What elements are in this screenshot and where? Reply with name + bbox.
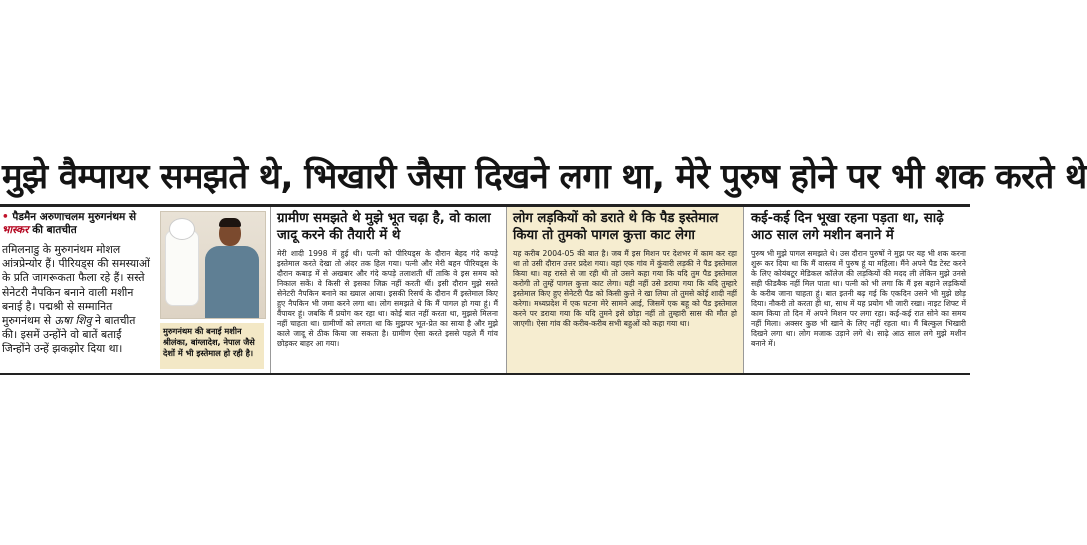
article-column-3 — [745, 207, 970, 373]
person-hair — [219, 218, 241, 227]
article-column-1 — [270, 207, 504, 373]
lead-text-before: तमिलनाडु के मुरुगनंथम मोशल आंत्रप्रेन्योर हैं। पीरियड्स की समस्याओं के प्रति जागरूकता फैला रहे हैं। सस्ते सेनेटरी नैपकिन बनाने वाली मशीन बनाई है। पद्मश्री से सम्मानित मुरुगनंथम से — [2, 243, 150, 328]
lead-text-after: ने बातचीत की। इसमें उन्होंने वो बातें बताईं जिन्होंने उन्हें झकझोर दिया था। — [2, 314, 136, 356]
cotton-roll-image — [169, 218, 195, 240]
column-3-body: पुरुष भी मुझे पागल समझते थे। उस दौरान पुरुषों ने मुझ पर यह भी शक करना शुरू कर दिया था कि मैं वास्तव में पुरुष हूं या महिला। मैंने अपने पैड टेस्ट करने के लिए कोयंबटूर मेडिकल कॉलेज की लड़कियों की मदद ली लेकिन मुझे उनसे सही फीडबैक नहीं मिल पाता था। पत्नी को भी लगा कि मैं इस बहाने लड़कियों के करीब जाना चाहता हूं। बात इतनी बढ़ गई कि एकदिन उसने भी मुझे छोड़ दिया। नौकरी तो करता ही था, साथ में यह प्रयोग भी जारी रखा। नाइट शिफ्ट में काम किया तो दिन में अपने मिशन पर लगा रहा। कई-कई रात सोने का समय नहीं मिला। अक्सर कुछ भी खाने के लिए नहीं रहता था। मैं बिल्कुल भिखारी दिखने लगा था। लोग मजाक उड़ाने लगे थे। साढ़े आठ साल लगे मुझे मशीन बनाने में। — [751, 249, 966, 348]
article-column-2 — [506, 207, 744, 373]
byline-subject: पैडमैन अरुणाचलम मुरुगनंथम — [12, 211, 126, 223]
byline-bullet: • — [2, 211, 9, 223]
byline-prefix: से — [129, 211, 137, 223]
photo-caption: मुरुगनंथम की बनाई मशीन श्रीलंका, बांग्लादेश, नेपाल जैसे देशों में भी इस्तेमाल हो रही है। — [160, 323, 264, 369]
bottom-rule — [0, 373, 970, 375]
brand-name: भास्कर — [2, 224, 29, 236]
reporter-name: ऊषा शिवु — [54, 314, 92, 328]
person-body — [205, 246, 259, 318]
byline-suffix: की बातचीत — [32, 224, 77, 236]
column-3-subhead: कई-कई दिन भूखा रहना पड़ता था, साढ़े आठ साल लगे मशीन बनाने में — [751, 211, 944, 243]
sanitary-pad-image — [165, 230, 199, 306]
headline: मुझे वैम्पायर समझते थे, भिखारी जैसा दिखने लगा था, मेरे पुरुष होने पर भी शक करते थे — [2, 157, 1087, 197]
photo-column — [157, 207, 267, 373]
column-1-body: मेरी शादी 1998 में हुई थी। पत्नी को पीरियड्स के दौरान बेहद गंदे कपड़े इस्तेमाल करते देखा तो अंदर तक हिल गया। पत्नी और मेरी बहन पीरियड्स के दौरान कबाड़ में से अखबार और गंदे कपड़े तलाशती थीं ताकि वे इस समय को निकाल सकें। वे किसी से इसका जिक्र नहीं करती थीं। इसी दौरान मुझे सस्ते सेनेटरी नैपकिन बनाने का ख्याल आया। इसकी रिसर्च के दौरान मैं इस्तेमाल किए हुए नैपकिन भी जमा करने लगा था। लोग समझते थे कि मैं पागल हो गया हूं। मैं वैंपायर हूं। जबकि मैं प्रयोग कर रहा था। कोई बात नहीं करता था, मुझसे मिलना नहीं चाहता था। ग्रामीणों को लगता था कि मुझपर भूत-प्रेत का साया है और मुझे काले जादू से ठीक किया जा सकता है। ग्रामीण ऐसा करते इससे पहले मैं गांव छोड़कर बाहर आ गया। — [277, 249, 498, 348]
byline — [2, 211, 153, 237]
column-2-subhead: लोग लड़कियों को डराते थे कि पैड इस्तेमाल किया तो तुमको पागल कुत्ता काट लेगा — [513, 211, 719, 243]
column-2-body: यह करीब 2004-05 की बात है। जब मैं इस मिशन पर देशभर में काम कर रहा था तो उसी दौरान उत्तर प्रदेश गया। वहां एक गांव में कुंवारी लड़की ने पैड इस्तेमाल किया था। वह रास्ते से जा रही थी तो उसने कहा गया कि यदि तुम पैड इस्तेमाल करोगी तो तुम्हें पागल कुत्ता काट लेगा। यही नहीं उसे डराया गया कि यदि तुम्हारे इस्तेमाल किए हुए सेनेटरी पैड को किसी कुत्ते ने खा लिया तो तुमसे कोई शादी नहीं करेगा। मध्यप्रदेश में एक घटना मेरे सामने आई, जिसमें एक बहू को पैड इस्तेमाल करने पर डराया गया कि यदि तुमने इसे छोड़ा नहीं तो तुम्हारी सास की मौत हो जाएगी। ऐसा गांव की करीब-करीब सभी बहुओं को कहा गया था। — [513, 249, 737, 328]
portrait-photo — [160, 211, 266, 319]
lead-paragraph — [2, 243, 153, 357]
intro-column — [0, 207, 157, 373]
column-1-subhead: ग्रामीण समझते थे मुझे भूत चढ़ा है, वो काला जादू करने की तैयारी में थे — [277, 211, 491, 243]
